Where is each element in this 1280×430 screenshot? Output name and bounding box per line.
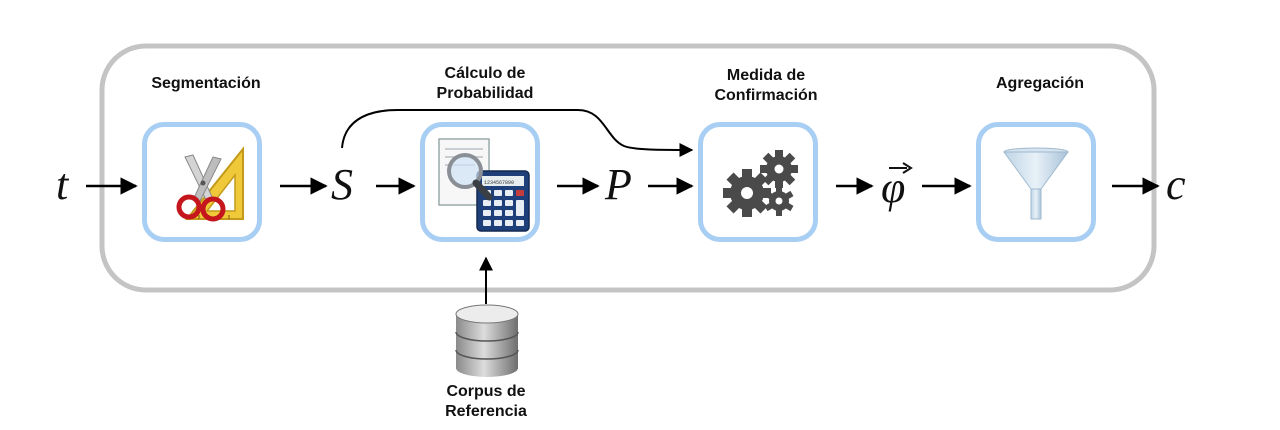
confirmation-label-line2: Confirmación (714, 87, 818, 104)
gears-icon (703, 127, 813, 237)
probability-box (420, 122, 540, 242)
segmentation-box (142, 122, 262, 242)
scissors-ruler-icon (147, 127, 257, 237)
symbol-phi-text: φ (881, 163, 906, 212)
probability-label-line2: Probabilidad (436, 85, 534, 102)
vector-arrow-icon (887, 160, 917, 174)
aggregation-label: Agregación (995, 75, 1084, 92)
corpus-label-line1: Corpus de (446, 383, 526, 400)
database-icon (452, 304, 522, 384)
calc-display-text: 1234567890 (484, 180, 515, 186)
symbol-t: t (56, 160, 69, 209)
segmentation-label: Segmentación (151, 75, 261, 92)
confirmation-label-line1: Medida de (726, 67, 806, 84)
corpus-label-line2: Referencia (445, 403, 527, 420)
symbol-p: P (605, 160, 632, 209)
probability-label-line1: Cálculo de (444, 65, 526, 82)
symbol-s: S (331, 160, 353, 209)
funnel-icon (981, 127, 1091, 237)
symbol-phi-vector (881, 163, 911, 212)
confirmation-label (686, 66, 846, 106)
probability-label (405, 64, 565, 104)
corpus-label (406, 382, 566, 422)
symbol-c: c (1166, 160, 1186, 209)
confirmation-box (698, 122, 818, 242)
calculator-magnifier-icon (425, 127, 535, 237)
aggregation-box (976, 122, 1096, 242)
